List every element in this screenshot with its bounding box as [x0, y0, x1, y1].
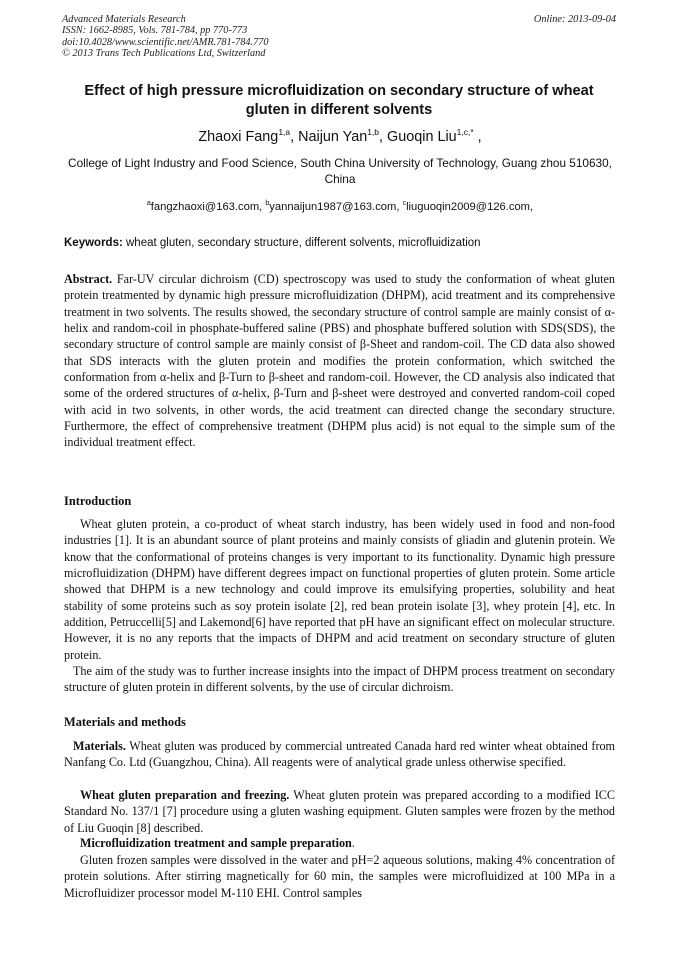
author-separator: , [379, 129, 388, 145]
abstract [64, 271, 615, 451]
microfluidization-paragraph: Gluten frozen samples were dissolved in the water and pH=2 aqueous solutions, making 4% concentration of protein solutions. After stirring magnetically for 60 min, the samples were microfluidized at 100 MPa in a Microfluidizer processor model M-110 EHI. Control samples [64, 853, 615, 900]
methods-heading: Materials and methods [64, 715, 186, 729]
affiliation: College of Light Industry and Food Science, South China University of Technology, Guang zhou 510630, China [68, 156, 612, 186]
author-affiliation-mark: 1,a [278, 127, 291, 137]
email-mark: a [146, 200, 151, 207]
email-separator: , [530, 201, 534, 213]
author-affiliation-mark: 1,b [367, 127, 380, 137]
microfluidization-label-end: . [351, 836, 355, 850]
author-separator: , [473, 129, 482, 145]
email-link[interactable]: yannaijun1987@163.com [269, 201, 397, 213]
abstract-text: Far-UV circular dichroism (CD) spectroscopy was used to study the conformation of wheat gluten protein treatmented by dynamic high pressure microfluidization (DHPM), acid treatment and its comprehensive treatment in two solvents. The results showed, the secondary structure of control sample are mainly consist of α-helix and random-coil in phosphate-buffered saline (PBS) and phosphate buffered solution with SDS(SDS), the secondary structure of control sample are mainly consist of β-Sheet and random-coil. The CD data also showed that SDS interacts with the gluten protein and modifies the protein conformation, which switched the conformation from α-helix and β-Turn to β-sheet and random-coil. However, the CD analysis also indicated that some of the ordered structures of α-helix, β-Turn and β-sheet were destroyed and converted random-coil coped with acid in two solvents, in other words, the acid treatment can directed change the secondary structure. Furthermore, the effect of comprehensive treatment (DHPM plus acid) is not equal to the simple sum of the individual treatment effect. [64, 272, 615, 450]
doi-line: doi:10.4028/www.scientific.net/AMR.781-784.770 [62, 36, 269, 48]
email-link[interactable]: fangzhaoxi@163.com [150, 201, 260, 213]
email-link[interactable]: liuguoqin2009@126.com [406, 201, 531, 213]
issn-line: ISSN: 1662-8985, Vols. 781-784, pp 770-773 [62, 25, 248, 37]
introduction-heading: Introduction [64, 494, 132, 508]
author-name: Zhaoxi Fang [198, 129, 279, 145]
running-header [62, 14, 618, 60]
materials-text: Wheat gluten was produced by commercial untreated Canada hard red winter wheat obtained from Nanfang Co. Ltd (Guangzhou, China). All reagents were of analytical grade unless otherwise specified. [64, 739, 615, 770]
author-separator: , [290, 129, 299, 145]
author-name: Naijun Yan [298, 129, 368, 145]
email-separator: , [396, 201, 403, 213]
preparation-paragraph [64, 787, 615, 836]
author-name: Guoqin Liu [387, 129, 457, 145]
introduction-paragraph: Wheat gluten protein, a co-product of wheat starch industry, has been widely used in food and non-food industries [1]. It is an abundant source of plant proteins and mainly consists of gliadin and glutenin protein. We know that the conformational of proteins changes is very important to its functionality. Dynamic high pressure microfluidization (DHPM) have different degrees impact on functional properties of gluten protein. Some article showed that DHPM is a new technology and could improve its emulsifying properties, solubility and heat stability of some proteins such as soy protein isolate [2], red bean protein isolate [3], whey protein [4], etc. In addition, Petruccelli[5] and Lakemond[6] have reported that pH have an significant effect on molecular structure. However, it is no any reports that the impacts of DHPM and acid treatment on secondary structure of gluten protein. [64, 517, 615, 662]
email-list [62, 199, 618, 215]
microfluidization-label: Microfluidization treatment and sample preparation [80, 836, 352, 850]
author-affiliation-mark: 1,c,* [456, 127, 474, 137]
email-mark: b [265, 200, 270, 207]
keywords-label: Keywords: [64, 237, 123, 249]
email-separator: , [259, 201, 266, 213]
keywords [64, 235, 618, 251]
materials-label: Materials. [73, 739, 126, 753]
online-date: Online: 2013-09-04 [533, 14, 616, 25]
preparation-text: Wheat gluten protein was prepared according to a modified ICC Standard No. 137/1 [7] procedure using a gluten washing equipment. Gluten samples were frozen by the method of Liu Guoqin [8] described. [64, 788, 615, 835]
microfluidization-subheading [64, 835, 615, 851]
materials-paragraph [64, 738, 615, 771]
email-mark: c [402, 200, 407, 207]
introduction-paragraph-aim: The aim of the study was to further increase insights into the impact of DHPM process treatment on secondary structure of gluten protein in different solvents, by the use of circular dichroism. [64, 664, 615, 695]
author-list [62, 127, 618, 147]
preparation-label: Wheat gluten preparation and freezing. [80, 788, 290, 802]
copyright-line: © 2013 Trans Tech Publications Ltd, Switzerland [62, 48, 266, 60]
paper-title: Effect of high pressure microfluidization on secondary structure of wheat gluten in different solvents [84, 83, 594, 118]
keywords-text: wheat gluten, secondary structure, different solvents, microfluidization [122, 237, 481, 249]
abstract-label: Abstract. [64, 272, 113, 286]
journal-name: Advanced Materials Research [62, 14, 186, 25]
